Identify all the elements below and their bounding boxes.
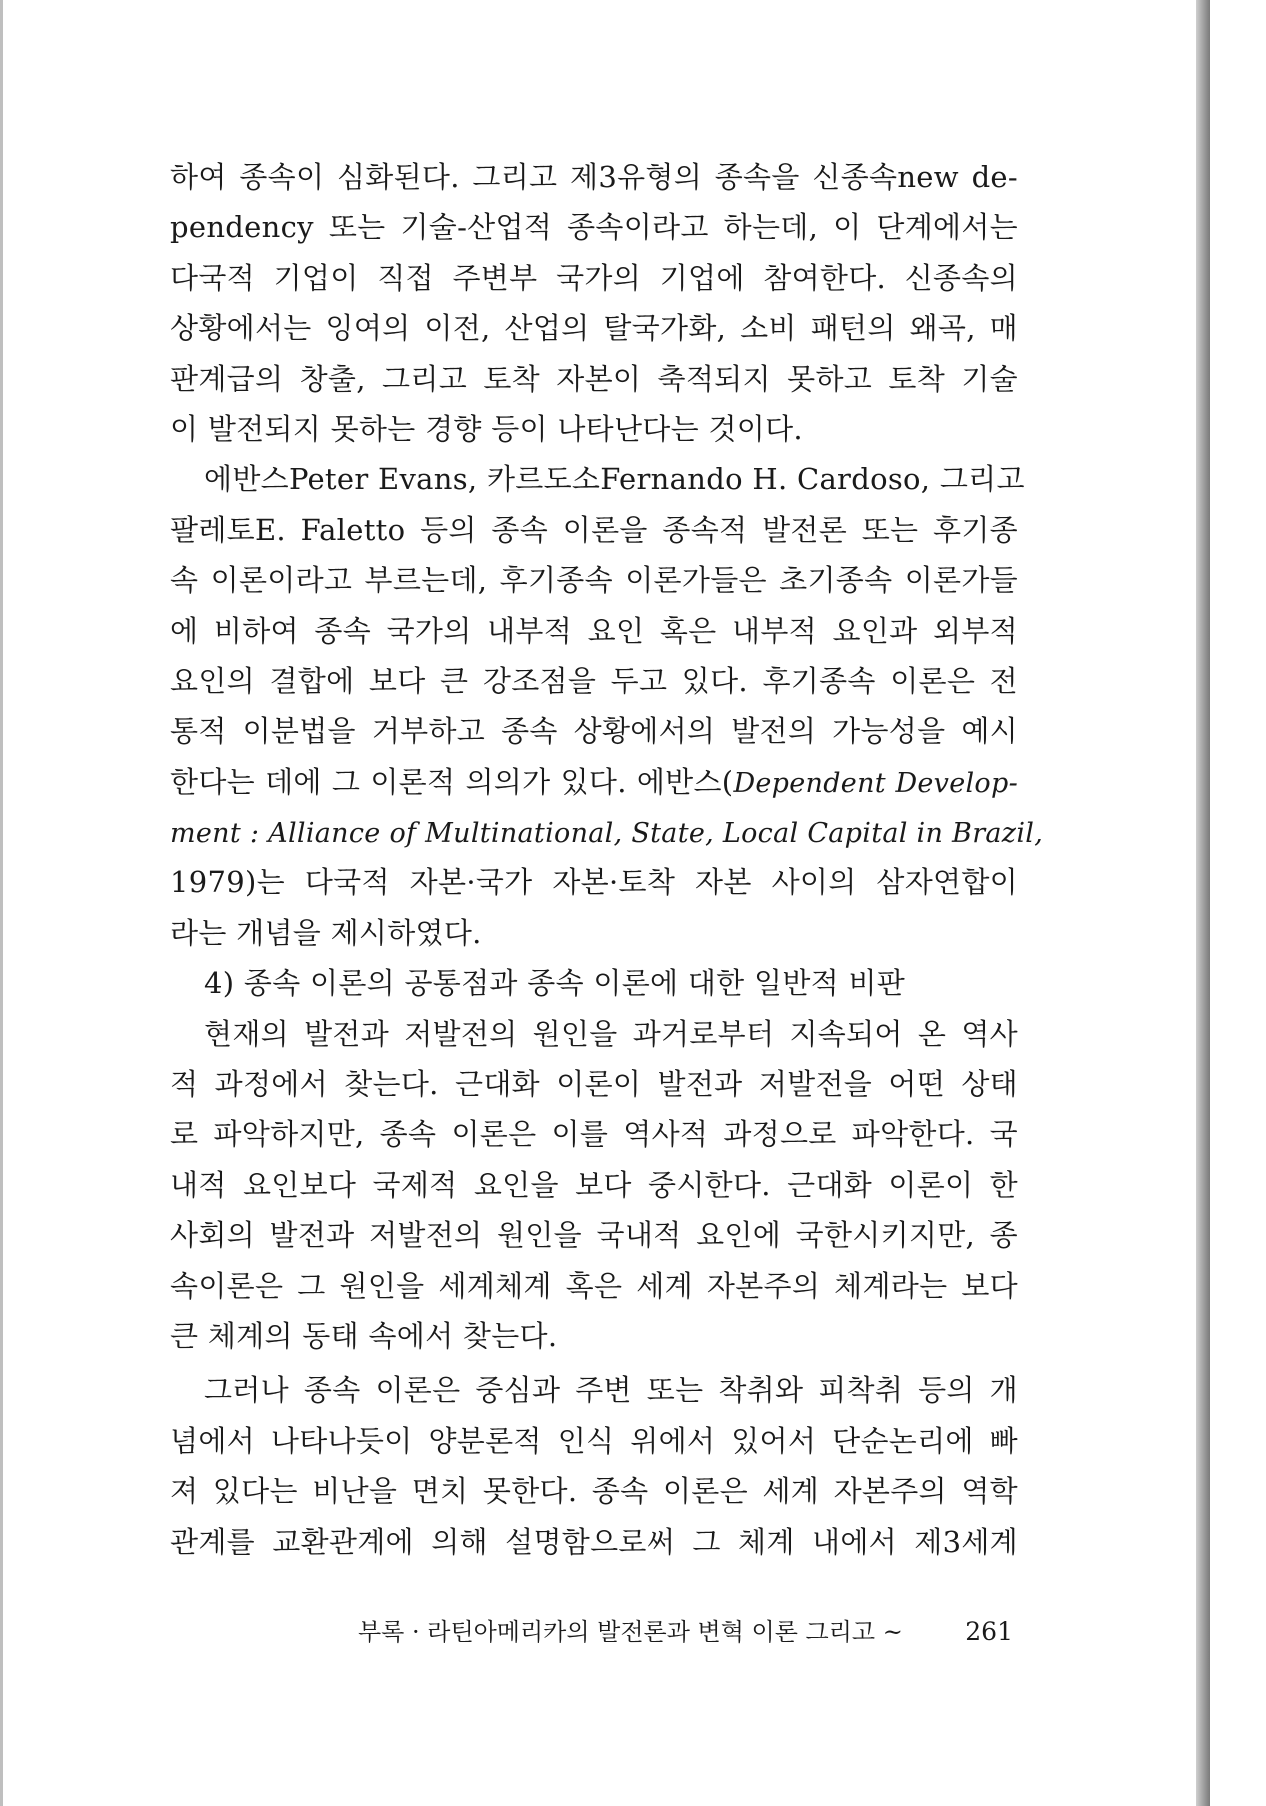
text-line: 1979)는 다국적 자본·국가 자본·토착 자본 사이의 삼자연합이 xyxy=(170,865,1018,900)
book-title-italic: Dependent Develop- xyxy=(733,767,1018,799)
text-line: 적 과정에서 찾는다. 근대화 이론이 발전과 저발전을 어떤 상태 xyxy=(170,1067,1018,1102)
text-line: 속 이론이라고 부르는데, 후기종속 이론가들은 초기종속 이론가들 xyxy=(170,563,1018,598)
text-line: 에 비하여 종속 국가의 내부적 요인 혹은 내부적 요인과 외부적 xyxy=(170,613,1018,648)
text-line: 요인의 결합에 보다 큰 강조점을 두고 있다. 후기종속 이론은 전 xyxy=(170,663,1018,698)
text-line: pendency 또는 기술-산업적 종속이라고 하는데, 이 단계에서는 xyxy=(170,210,1018,245)
text-line: 로 파악하지만, 종속 이론은 이를 역사적 과정으로 파악한다. 국 xyxy=(170,1117,1018,1152)
running-title: 부록 · 라틴아메리카의 발전론과 변혁 이론 그리고 ~ xyxy=(358,1618,903,1646)
page-edge-shadow xyxy=(1196,0,1210,1806)
text-segment: 한다는 데에 그 이론적 의의가 있다. 에반스( xyxy=(170,764,734,799)
text-line: 상황에서는 잉여의 이전, 산업의 탈국가화, 소비 패턴의 왜곡, 매 xyxy=(170,311,1018,346)
body-text xyxy=(170,152,1044,1567)
text-line: 념에서 나타나듯이 양분론적 인식 위에서 있어서 단순논리에 빠 xyxy=(170,1423,1018,1458)
book-page xyxy=(3,0,1196,1806)
book-title-italic: ment : Alliance of Multinational, State, Local Capital in Brazil, xyxy=(170,818,1044,850)
text-line xyxy=(170,807,1044,857)
right-margin xyxy=(1210,0,1266,1806)
text-line: 속이론은 그 원인을 세계체계 혹은 세계 자본주의 체계라는 보다 xyxy=(170,1268,1018,1303)
text-line: 관계를 교환관계에 의해 설명함으로써 그 체계 내에서 제3세계 xyxy=(170,1524,1018,1559)
text-line: 팔레토E. Faletto 등의 종속 이론을 종속적 발전론 또는 후기종 xyxy=(170,512,1018,547)
text-line: 다국적 기업이 직접 주변부 국가의 기업에 참여한다. 신종속의 xyxy=(170,260,1018,295)
text-line: 현재의 발전과 저발전의 원인을 과거로부터 지속되어 온 역사 xyxy=(204,1016,1018,1051)
page-number: 261 xyxy=(965,1617,1013,1646)
section-heading: 4) 종속 이론의 공통점과 종속 이론에 대한 일반적 비판 xyxy=(204,966,906,1001)
text-line: 내적 요인보다 국제적 요인을 보다 중시한다. 근대화 이론이 한 xyxy=(170,1167,1018,1202)
text-line: 통적 이분법을 거부하고 종속 상황에서의 발전의 가능성을 예시 xyxy=(170,714,1018,749)
text-line: 큰 체계의 동태 속에서 찾는다. xyxy=(170,1318,558,1353)
text-line: 하여 종속이 심화된다. 그리고 제3유형의 종속을 신종속new de- xyxy=(170,160,1018,194)
page-footer xyxy=(358,1612,1013,1652)
text-line: 사회의 발전과 저발전의 원인을 국내적 요인에 국한시키지만, 종 xyxy=(170,1218,1018,1253)
text-line: 져 있다는 비난을 면치 못한다. 종속 이론은 세계 자본주의 역학 xyxy=(170,1474,1018,1509)
text-line: 라는 개념을 제시하였다. xyxy=(170,915,482,950)
text-line: 그러나 종속 이론은 중심과 주변 또는 착취와 피착취 등의 개 xyxy=(204,1373,1018,1408)
text-line xyxy=(170,757,1018,807)
text-line: 이 발전되지 못하는 경향 등이 나타난다는 것이다. xyxy=(170,411,803,446)
text-line: 에반스Peter Evans, 카르도소Fernando H. Cardoso, 그리고 xyxy=(204,462,1025,497)
text-line: 판계급의 창출, 그리고 토착 자본이 축적되지 못하고 토착 기술 xyxy=(170,361,1018,396)
